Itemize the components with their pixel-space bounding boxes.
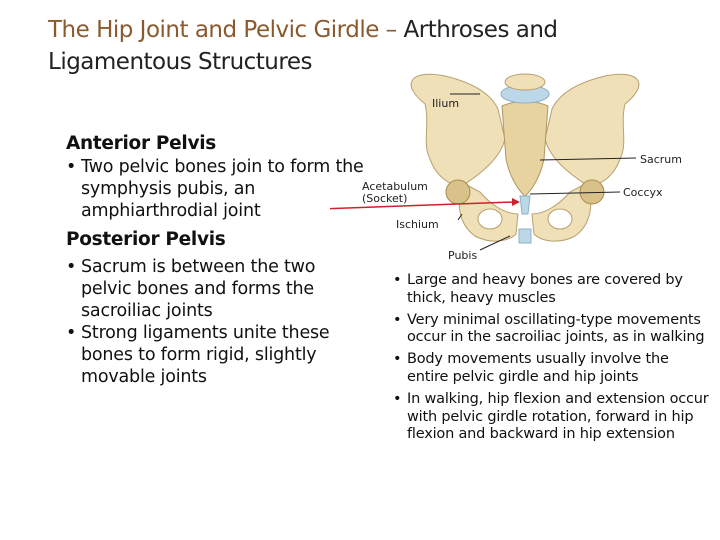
posterior-bullet-list xyxy=(66,256,366,388)
left-ilium-shape xyxy=(411,74,505,185)
anterior-bullet-1: • Two pelvic bones join to form the symphysis pubis, an amphiarthrodial joint xyxy=(66,156,366,222)
label-ilium: Ilium xyxy=(432,97,460,110)
right-bullet-3: • Body movements usually involve the entire pelvic girdle and hip joints xyxy=(393,351,713,387)
right-obturator-foramen xyxy=(548,209,572,229)
posterior-bullet-1: • Sacrum is between the two pelvic bones and forms the sacroiliac joints xyxy=(66,256,366,322)
title-subtopic: Arthroses and Ligamentous Structures xyxy=(48,17,558,75)
pelvis-illustration xyxy=(330,64,720,274)
right-text-column xyxy=(393,272,713,448)
coccyx-shape xyxy=(520,196,530,214)
anterior-bullet-list xyxy=(66,156,366,222)
anterior-heading: Anterior Pelvis xyxy=(66,133,216,154)
label-coccyx: Coccyx xyxy=(623,186,663,199)
right-bullet-1: • Large and heavy bones are covered by thick, heavy muscles xyxy=(393,272,713,308)
title-topic: The Hip Joint and Pelvic Girdle xyxy=(48,17,379,43)
pelvis-drawing xyxy=(330,64,720,274)
right-bullet-2: • Very minimal oscillating-type movements occur in the sacroiliac joints, as in walking xyxy=(393,312,713,348)
label-acetabulum: Acetabulum xyxy=(362,180,428,193)
label-ischium: Ischium xyxy=(396,218,439,231)
label-socket: (Socket) xyxy=(362,192,408,205)
label-pubis: Pubis xyxy=(448,249,478,262)
vertebra-shape xyxy=(505,74,545,90)
sacrum-shape xyxy=(502,102,548,197)
left-obturator-foramen xyxy=(478,209,502,229)
right-bullet-4: • In walking, hip flexion and extension occur with pelvic girdle rotation, forward in hip flexion and backward in hip extension xyxy=(393,391,713,444)
left-acetabulum-shape xyxy=(446,180,470,204)
label-sacrum: Sacrum xyxy=(640,153,682,166)
right-bullet-list xyxy=(393,272,713,444)
left-text-column xyxy=(66,132,366,388)
pubic-symphysis-shape xyxy=(519,229,531,243)
right-ilium-shape xyxy=(545,74,639,185)
posterior-bullet-2: • Strong ligaments unite these bones to form rigid, slightly movable joints xyxy=(66,322,366,388)
posterior-heading: Posterior Pelvis xyxy=(66,229,226,250)
red-pointer-arrowhead xyxy=(512,198,520,206)
title-dash: – xyxy=(378,17,404,43)
